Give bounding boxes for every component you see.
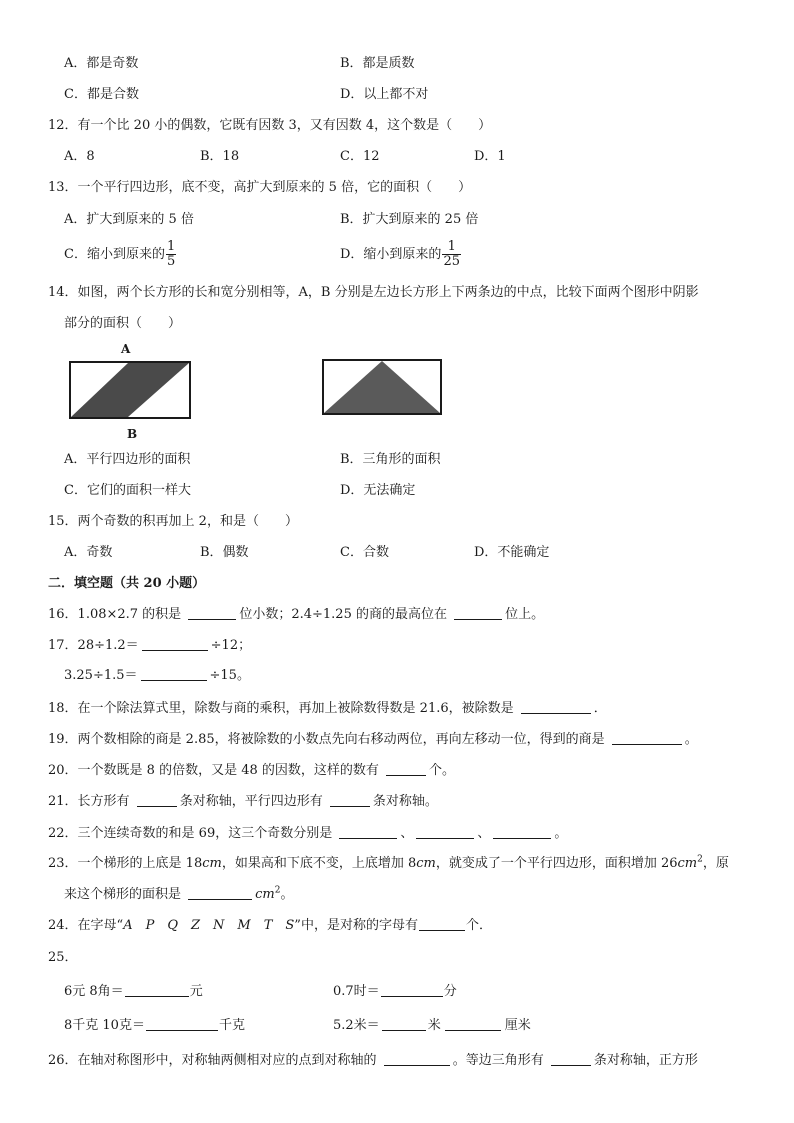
q12-stem: 12．有一个比 20 小的偶数，它既有因数 3，又有因数 4，这个数是（ ）: [48, 118, 492, 133]
q25-text-1: 6元 8角＝: [64, 984, 124, 999]
q25-row1-left: [64, 984, 203, 1000]
q22-text-2: 、: [400, 826, 414, 841]
q19-blank[interactable]: [612, 732, 682, 745]
q24-text-1: 24．在字母“: [48, 918, 124, 933]
q25-text-5: 8千克 10克＝: [64, 1018, 145, 1033]
q25-blank-1[interactable]: [125, 984, 189, 997]
q25-blank-2[interactable]: [381, 984, 443, 997]
q20-text-2: 个。: [429, 763, 456, 778]
q12-option-d: D．1: [474, 149, 506, 164]
q21-text-1: 21．长方形有: [48, 794, 134, 809]
q13-option-a: A．扩大到原来的 5 倍: [64, 212, 194, 227]
q25-text-8: 米: [427, 1018, 441, 1033]
q13-option-d: [340, 240, 461, 270]
q13-option-c: [64, 240, 176, 270]
q23-line1: [48, 856, 729, 872]
q21-blank-1[interactable]: [137, 794, 177, 807]
q22-blank-1[interactable]: [339, 826, 397, 839]
q14-option-a: A．平行四边形的面积: [64, 452, 191, 467]
q24-letters: A P Q Z N M T S: [123, 918, 295, 933]
q25-text-7: 5.2米＝: [333, 1018, 380, 1033]
unit-cm: cm: [416, 856, 436, 871]
q25-text-6: 千克: [218, 1018, 245, 1033]
q22-text-1: 22．三个连续奇数的和是 69，这三个奇数分别是: [48, 826, 337, 841]
q23-blank[interactable]: [188, 887, 252, 900]
q12-option-a: A．8: [64, 149, 95, 164]
q17-text-1: 17．28÷1.2＝: [48, 638, 139, 653]
unit-cm: cm: [677, 856, 698, 871]
q16-blank-1[interactable]: [188, 607, 236, 620]
q26: [48, 1053, 698, 1069]
q23-line2: [64, 887, 294, 903]
figure-label-a: A: [121, 342, 131, 356]
q16-text-1: 16．1.08×2.7 的积是: [48, 607, 186, 622]
q20-blank[interactable]: [386, 763, 426, 776]
q25-text-4: 分: [443, 984, 457, 999]
q16-blank-2[interactable]: [454, 607, 502, 620]
q12-option-c: C．12: [340, 149, 380, 164]
q14-option-b: B．三角形的面积: [340, 452, 441, 467]
q21-text-2: 条对称轴，平行四边形有: [179, 794, 327, 809]
q16-text-3: 位上。: [505, 607, 545, 622]
fraction-numerator: 1: [442, 240, 461, 255]
q23-text-1: 23．一个梯形的上底是 18: [48, 856, 203, 871]
q17-line1: [48, 638, 251, 654]
q18: [48, 701, 607, 717]
q12-option-b: B．18: [200, 149, 240, 164]
q15-option-a: A．奇数: [64, 545, 113, 560]
q25-number: 25．: [48, 950, 78, 965]
q23-text-4: ，原: [702, 856, 729, 871]
q24-blank[interactable]: [419, 918, 465, 931]
triangle-figure: [321, 358, 445, 418]
q22-blank-3[interactable]: [493, 826, 551, 839]
fraction-numerator: 1: [166, 239, 176, 254]
q11-option-d: D．以上都不对: [340, 87, 429, 102]
q14-option-c: C．它们的面积一样大: [64, 483, 191, 498]
q26-text-3: 条对称轴，正方形: [593, 1053, 698, 1068]
q20: [48, 763, 455, 779]
q25-blank-5[interactable]: [445, 1018, 501, 1031]
q14-stem-line1: 14．如图，两个长方形的长和宽分别相等，A，B 分别是左边长方形上下两条边的中点，比较下面两个图形中阴影: [48, 285, 699, 300]
q21: [48, 794, 438, 810]
exponent: 2: [274, 885, 281, 896]
q17-text-2: ÷12；: [210, 638, 252, 653]
q25-text-2: 元: [189, 984, 203, 999]
q22: [48, 826, 567, 842]
q15-option-b: B．偶数: [200, 545, 249, 560]
q19-text-2: 。: [684, 732, 698, 747]
unit-cm: cm: [202, 856, 222, 871]
q22-text-3: 、: [477, 826, 491, 841]
figure-label-b: B: [127, 427, 138, 441]
q23-text-2: ，如果高和下底不变，上底增加 8: [221, 856, 417, 871]
q26-blank-2[interactable]: [551, 1053, 591, 1066]
q26-blank-1[interactable]: [384, 1053, 450, 1066]
q17-blank-1[interactable]: [142, 638, 208, 651]
exponent: 2: [697, 854, 703, 865]
q15-option-c: C．合数: [340, 545, 389, 560]
q17-text-4: ÷15。: [209, 668, 250, 683]
q25-row2-left: [64, 1018, 245, 1034]
fraction-denominator: 5: [166, 254, 176, 269]
q13-stem: 13．一个平行四边形，底不变，高扩大到原来的 5 倍，它的面积（ ）: [48, 180, 472, 195]
q13-option-b: B．扩大到原来的 25 倍: [340, 212, 479, 227]
q22-text-4: 。: [554, 826, 568, 841]
q17-line2: [64, 668, 250, 684]
q18-text-2: ．: [593, 701, 607, 716]
q21-blank-2[interactable]: [330, 794, 370, 807]
q11-option-a: A．都是奇数: [64, 56, 139, 71]
q24: [48, 918, 492, 934]
q15-stem: 15．两个奇数的积再加上 2，和是（ ）: [48, 514, 298, 529]
q15-option-d: D．不能确定: [474, 545, 550, 560]
q25-blank-4[interactable]: [382, 1018, 426, 1031]
q24-text-2: ”中，是对称的字母有: [294, 918, 418, 933]
q14-option-d: D．无法确定: [340, 483, 416, 498]
q13-option-d-fraction: [442, 240, 461, 269]
q17-blank-2[interactable]: [141, 668, 207, 681]
q24-text-3: 个．: [465, 918, 492, 933]
q19-text-1: 19．两个数相除的商是 2.85，将被除数的小数点先向右移动两位，再向左移动一位，得到的商是: [48, 732, 609, 747]
q14-stem-line2: 部分的面积（ ）: [64, 316, 182, 331]
q25-row2-right: [333, 1018, 531, 1034]
section-heading: 二．填空题（共 20 小题）: [48, 576, 206, 591]
q17-text-3: 3.25÷1.5＝: [64, 668, 138, 683]
q21-text-3: 条对称轴。: [372, 794, 438, 809]
q20-text-1: 20．一个数既是 8 的倍数，又是 48 的因数，这样的数有: [48, 763, 384, 778]
unit-cm: cm: [255, 887, 275, 902]
q23-text-6: 。: [280, 887, 294, 902]
q25-blank-3[interactable]: [146, 1018, 218, 1031]
q18-text-1: 18．在一个除法算式里，除数与商的乘积，再加上被除数得数是 21.6，被除数是: [48, 701, 518, 716]
q25-row1-right: [333, 984, 457, 1000]
q13-option-c-text: C．缩小到原来的: [64, 247, 165, 262]
q16-text-2: 位小数；2.4÷1.25 的商的最高位在: [239, 607, 452, 622]
q16: [48, 607, 544, 623]
q11-option-b: B．都是质数: [340, 56, 415, 71]
q19: [48, 732, 698, 748]
q13-option-c-fraction: [166, 240, 176, 269]
q26-text-2: 。等边三角形有: [452, 1053, 548, 1068]
q25-text-3: 0.7时＝: [333, 984, 380, 999]
parallelogram-figure: [68, 360, 194, 422]
q23-text-3: ，就变成了一个平行四边形，面积增加 26: [435, 856, 678, 871]
q22-blank-2[interactable]: [416, 826, 474, 839]
q26-text-1: 26．在轴对称图形中，对称轴两侧相对应的点到对称轴的: [48, 1053, 381, 1068]
q11-option-c: C．都是合数: [64, 87, 139, 102]
q23-text-5: 来这个梯形的面积是: [64, 887, 186, 902]
q13-option-d-text: D．缩小到原来的: [340, 247, 442, 262]
fraction-denominator: 25: [443, 254, 460, 269]
q18-blank[interactable]: [521, 701, 591, 714]
q25-text-9: 厘米: [504, 1018, 531, 1033]
